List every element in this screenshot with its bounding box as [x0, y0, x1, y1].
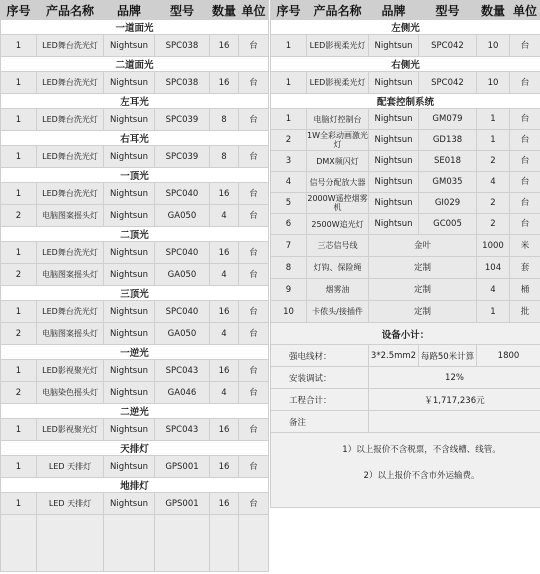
brand: 定制 — [369, 301, 477, 323]
unit: 台 — [239, 242, 269, 264]
empty-cell — [37, 515, 104, 572]
table-row — [271, 109, 540, 130]
section-title-row — [1, 94, 269, 109]
model: SPC039 — [155, 109, 210, 131]
total-value: ￥1,717,236元 — [369, 389, 540, 411]
row-number: 9 — [271, 279, 307, 301]
product-name: LED影视聚光灯 — [37, 360, 104, 382]
product-name: LED舞台洗光灯 — [37, 35, 104, 57]
cable-label: 强电线材： — [271, 345, 369, 367]
brand: Nightsun — [104, 72, 155, 94]
table-row — [1, 109, 269, 131]
row-number: 1 — [1, 360, 37, 382]
brand: Nightsun — [369, 172, 419, 193]
notes-cell — [271, 433, 540, 508]
row-number: 1 — [1, 146, 37, 168]
row-number: 1 — [271, 72, 307, 94]
quantity: 104 — [477, 257, 510, 279]
section-title-row — [1, 478, 269, 493]
column-header: 序号 — [1, 1, 37, 20]
section-title-row — [1, 227, 269, 242]
product-name: LED舞台洗光灯 — [37, 301, 104, 323]
product-name: LED舞台洗光灯 — [37, 183, 104, 205]
quantity: 1 — [477, 130, 510, 151]
product-name: 电脑图案摇头灯 — [37, 323, 104, 345]
quantity: 2 — [477, 151, 510, 172]
row-number: 1 — [1, 35, 37, 57]
unit: 台 — [239, 382, 269, 404]
row-number: 4 — [271, 172, 307, 193]
brand: 定制 — [369, 257, 477, 279]
install-value: 12% — [369, 367, 540, 389]
brand: Nightsun — [104, 183, 155, 205]
table-row — [1, 323, 269, 345]
quantity: 4 — [477, 279, 510, 301]
quantity: 4 — [210, 323, 239, 345]
cable-spec: 3*2.5mm2 — [369, 345, 419, 367]
product-name: 2000W遥控烟雾机 — [307, 194, 368, 212]
unit: 台 — [239, 419, 269, 441]
left-quote-table-panel — [0, 0, 268, 572]
column-header: 单位 — [510, 1, 540, 20]
product-name: LED影视聚光灯 — [37, 419, 104, 441]
quantity: 2 — [477, 214, 510, 235]
quantity: 8 — [210, 109, 239, 131]
empty-cell — [155, 515, 210, 572]
row-number: 1 — [1, 301, 37, 323]
unit: 台 — [239, 456, 269, 478]
model: GD138 — [419, 130, 477, 151]
unit: 批 — [510, 301, 540, 323]
empty-cell — [369, 411, 540, 433]
section-title: 三顶光 — [1, 286, 269, 301]
row-number: 1 — [271, 109, 307, 130]
model: SPC040 — [155, 242, 210, 264]
unit: 桶 — [510, 279, 540, 301]
unit: 台 — [239, 205, 269, 227]
quantity: 4 — [210, 382, 239, 404]
table-filler-row — [1, 515, 269, 572]
quantity: 1000 — [477, 235, 510, 257]
unit: 台 — [510, 151, 540, 172]
unit: 台 — [239, 146, 269, 168]
row-number: 1 — [1, 109, 37, 131]
summary-title: 设备小计： — [271, 323, 540, 345]
section-title: 一道面光 — [1, 20, 269, 35]
unit: 台 — [510, 130, 540, 151]
row-number: 2 — [271, 130, 307, 151]
quantity: 2 — [477, 193, 510, 214]
quantity: 4 — [210, 264, 239, 286]
section-title-row — [1, 345, 269, 360]
table-row — [271, 214, 540, 235]
brand: Nightsun — [104, 419, 155, 441]
quantity: 16 — [210, 183, 239, 205]
quantity: 1 — [477, 109, 510, 130]
row-number: 1 — [1, 419, 37, 441]
table-row — [1, 419, 269, 441]
unit: 台 — [239, 323, 269, 345]
unit: 台 — [510, 72, 540, 94]
model: GI029 — [419, 193, 477, 214]
table-row — [1, 456, 269, 478]
brand: Nightsun — [369, 72, 419, 94]
right-quote-table — [270, 0, 540, 508]
row-number: 1 — [1, 493, 37, 515]
row-number: 1 — [271, 35, 307, 57]
section-title: 二逆光 — [1, 404, 269, 419]
unit: 台 — [510, 214, 540, 235]
table-row — [271, 130, 540, 151]
table-row — [1, 264, 269, 286]
unit: 台 — [239, 109, 269, 131]
section-title-row — [1, 20, 269, 35]
model: GA050 — [155, 264, 210, 286]
column-header: 数量 — [210, 1, 239, 20]
quantity: 10 — [477, 72, 510, 94]
table-row — [1, 382, 269, 404]
row-number: 1 — [1, 456, 37, 478]
model: GM079 — [419, 109, 477, 130]
row-number: 6 — [271, 214, 307, 235]
table-header-row — [1, 1, 269, 20]
brand: Nightsun — [369, 193, 419, 214]
summary-notes-label-row — [271, 411, 540, 433]
brand: Nightsun — [369, 151, 419, 172]
brand: 定制 — [369, 279, 477, 301]
model: GA050 — [155, 323, 210, 345]
brand: Nightsun — [369, 130, 419, 151]
column-header: 单位 — [239, 1, 269, 20]
install-label: 安装调试： — [271, 367, 369, 389]
row-number: 1 — [1, 72, 37, 94]
section-title-row — [1, 286, 269, 301]
table-row — [271, 72, 540, 94]
section-title: 一顶光 — [1, 168, 269, 183]
right-quote-table-panel — [270, 0, 540, 508]
product-name: 2500W追光灯 — [307, 214, 369, 235]
summary-cable-row — [271, 345, 540, 367]
brand: Nightsun — [104, 242, 155, 264]
product-name: LED影视柔光灯 — [307, 35, 369, 57]
table-row — [271, 257, 540, 279]
product-name: 1W全彩动画激光灯 — [307, 131, 368, 149]
section-title: 配套控制系统 — [271, 94, 540, 109]
brand: Nightsun — [104, 382, 155, 404]
column-header: 产品名称 — [37, 1, 104, 20]
section-title: 二道面光 — [1, 57, 269, 72]
column-header: 型号 — [155, 1, 210, 20]
unit: 台 — [510, 172, 540, 193]
section-title: 一逆光 — [1, 345, 269, 360]
table-row — [1, 360, 269, 382]
unit: 台 — [239, 493, 269, 515]
product-name: LED舞台洗光灯 — [37, 109, 104, 131]
product-name: LED舞台洗光灯 — [37, 242, 104, 264]
unit: 台 — [510, 193, 540, 214]
section-title-row — [271, 20, 540, 35]
brand: Nightsun — [104, 109, 155, 131]
quantity: 16 — [210, 456, 239, 478]
brand: Nightsun — [104, 146, 155, 168]
brand: Nightsun — [104, 35, 155, 57]
product-name: 电脑图案摇头灯 — [37, 264, 104, 286]
model: GPS001 — [155, 493, 210, 515]
model: SPC038 — [155, 72, 210, 94]
unit: 台 — [239, 264, 269, 286]
cable-total: 1800 — [477, 345, 540, 367]
table-row — [1, 146, 269, 168]
table-row — [1, 493, 269, 515]
quantity: 16 — [210, 360, 239, 382]
left-quote-table — [0, 0, 269, 572]
column-header: 序号 — [271, 1, 307, 20]
product-name: DMX频闪灯 — [307, 151, 369, 172]
section-title: 地排灯 — [1, 478, 269, 493]
model: SPC038 — [155, 35, 210, 57]
quantity: 4 — [210, 205, 239, 227]
note-line: 2）以上报价不含市外运输费。 — [363, 471, 480, 481]
model: SPC042 — [419, 35, 477, 57]
section-title: 左耳光 — [1, 94, 269, 109]
section-title: 右侧光 — [271, 57, 540, 72]
model: SPC043 — [155, 419, 210, 441]
row-number: 2 — [1, 323, 37, 345]
column-header: 产品名称 — [307, 1, 369, 20]
table-row — [1, 301, 269, 323]
table-row — [271, 35, 540, 57]
summary-install-row — [271, 367, 540, 389]
section-title: 左侧光 — [271, 20, 540, 35]
quantity: 8 — [210, 146, 239, 168]
product-name: 电脑灯控制台 — [307, 109, 369, 130]
notes-label: 备注 — [271, 411, 369, 433]
column-header: 型号 — [419, 1, 477, 20]
model: SPC039 — [155, 146, 210, 168]
brand: Nightsun — [104, 493, 155, 515]
brand: Nightsun — [104, 360, 155, 382]
quantity: 16 — [210, 419, 239, 441]
quantity: 16 — [210, 35, 239, 57]
column-header: 数量 — [477, 1, 510, 20]
unit: 套 — [510, 257, 540, 279]
brand: Nightsun — [104, 264, 155, 286]
model: SE018 — [419, 151, 477, 172]
brand: Nightsun — [104, 323, 155, 345]
product-name: LED 天排灯 — [37, 493, 104, 515]
model: SPC040 — [155, 183, 210, 205]
section-title-row — [271, 57, 540, 72]
table-header-row — [271, 1, 540, 20]
unit: 台 — [239, 301, 269, 323]
table-row — [271, 193, 540, 214]
section-title-row — [1, 441, 269, 456]
table-row — [1, 242, 269, 264]
column-header: 品牌 — [369, 1, 419, 20]
quantity: 10 — [477, 35, 510, 57]
unit: 台 — [239, 183, 269, 205]
table-row — [1, 205, 269, 227]
summary-notes-row — [271, 433, 540, 508]
row-number: 2 — [1, 382, 37, 404]
brand: Nightsun — [369, 35, 419, 57]
quantity: 16 — [210, 301, 239, 323]
table-row — [271, 279, 540, 301]
table-row — [1, 72, 269, 94]
section-title-row — [1, 404, 269, 419]
empty-cell — [104, 515, 155, 572]
row-number: 7 — [271, 235, 307, 257]
unit: 台 — [239, 72, 269, 94]
unit: 台 — [239, 360, 269, 382]
row-number: 1 — [1, 183, 37, 205]
unit: 台 — [510, 35, 540, 57]
model: GC005 — [419, 214, 477, 235]
quantity: 1 — [477, 301, 510, 323]
summary-total-row — [271, 389, 540, 411]
quantity: 16 — [210, 242, 239, 264]
row-number: 8 — [271, 257, 307, 279]
note-line: 1）以上报价不含税票，不含线槽、线管。 — [342, 445, 501, 455]
row-number: 2 — [1, 264, 37, 286]
table-row — [271, 235, 540, 257]
quantity: 16 — [210, 72, 239, 94]
product-name: 三芯信号线 — [307, 235, 369, 257]
table-row — [1, 35, 269, 57]
model: SPC040 — [155, 301, 210, 323]
product-name: 电脑染色摇头灯 — [37, 382, 104, 404]
brand: Nightsun — [104, 301, 155, 323]
section-title-row — [1, 168, 269, 183]
row-number: 3 — [271, 151, 307, 172]
row-number: 1 — [1, 242, 37, 264]
brand: Nightsun — [369, 214, 419, 235]
brand: 金叶 — [369, 235, 477, 257]
model: GA050 — [155, 205, 210, 227]
quantity: 16 — [210, 493, 239, 515]
cable-calc: 每路50米计算 — [419, 345, 477, 367]
table-row — [271, 151, 540, 172]
product-name: LED舞台洗光灯 — [37, 146, 104, 168]
unit: 米 — [510, 235, 540, 257]
section-title-row — [1, 57, 269, 72]
empty-cell — [239, 515, 269, 572]
unit: 台 — [510, 109, 540, 130]
model: GA046 — [155, 382, 210, 404]
product-name: LED舞台洗光灯 — [37, 72, 104, 94]
model: SPC042 — [419, 72, 477, 94]
section-title: 右耳光 — [1, 131, 269, 146]
brand: Nightsun — [104, 456, 155, 478]
model: GPS001 — [155, 456, 210, 478]
product-name: 烟雾油 — [307, 279, 369, 301]
table-row — [1, 183, 269, 205]
model: SPC043 — [155, 360, 210, 382]
row-number: 2 — [1, 205, 37, 227]
product-name: LED影视柔光灯 — [307, 72, 369, 94]
section-title: 天排灯 — [1, 441, 269, 456]
model: GM035 — [419, 172, 477, 193]
unit: 台 — [239, 35, 269, 57]
empty-cell — [1, 515, 37, 572]
total-label: 工程合计： — [271, 389, 369, 411]
table-row — [271, 172, 540, 193]
product-name: 卡侬头/接插件 — [307, 301, 369, 323]
product-name: LED 天排灯 — [37, 456, 104, 478]
section-title: 二顶光 — [1, 227, 269, 242]
product-name: 灯钩、保险绳 — [307, 257, 369, 279]
quantity: 4 — [477, 172, 510, 193]
brand: Nightsun — [104, 205, 155, 227]
section-title-row — [1, 131, 269, 146]
empty-cell — [210, 515, 239, 572]
summary-title-row — [271, 323, 540, 345]
row-number: 5 — [271, 193, 307, 214]
row-number: 10 — [271, 301, 307, 323]
column-header: 品牌 — [104, 1, 155, 20]
section-title-row — [271, 94, 540, 109]
table-row — [271, 301, 540, 323]
product-name: 信号分配放大器 — [307, 172, 369, 193]
brand: Nightsun — [369, 109, 419, 130]
product-name: 电脑图案摇头灯 — [37, 205, 104, 227]
